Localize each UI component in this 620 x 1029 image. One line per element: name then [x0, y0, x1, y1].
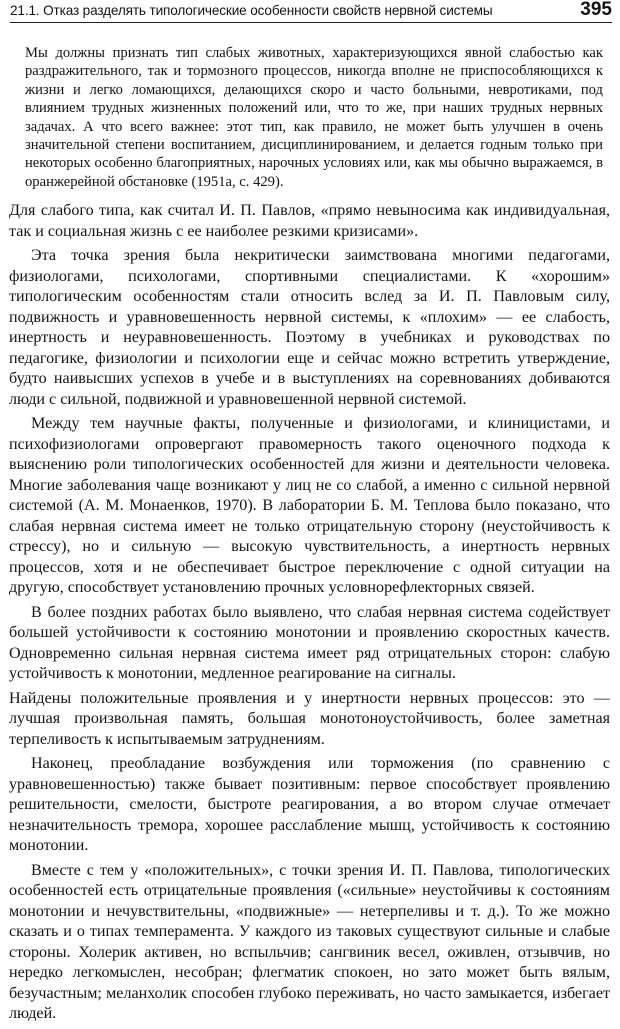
- paragraph-excitation-inhibition: Наконец, преобладание возбуждения или торможения (по сравнению с уравновешенностью) также бывает позитивным: первое способствует проявлению решительности, смелости, быстроте реагирования, а во втором случае отмечает незначительность тремора, хорошее расслабление мышц, устойчивость к состоянию монотонии.: [9, 755, 610, 854]
- running-header: [10, 0, 612, 23]
- paragraph-scientific-facts: Между тем научные факты, полученные и физиологами, и клиницистами, и психофизиологами опровергают правомерность такого оценочного подхода к выяснению роли типологических особенностей для жизни и деятельности человека. Многие заболевания чаще возникают у лиц не со слабой, а именно с сильной нервной системой (А. М. Монаенков, 1970). В лаборатории Б. М. Теплова было показано, что слабая нервная система имеет не только отрицательную сторону (неустойчивость к стрессу), но и сильную — высокую чувствительность, а инертность нервных процессов, хотя и не обеспечивает быстрое переключение с одной ситуации на другую, способствует установлению прочных условнорефлекторных связей.: [9, 415, 610, 596]
- chapter-section-title: 21.1. Отказ разделять типологические особенности свойств нервной системы: [10, 3, 493, 18]
- paragraph-later-works: В более поздних работах было выявлено, что слабая нервная система содействует большей устойчивости к состоянию монотонии и проявлению скоростных качеств. Одновременно сильная нервная система имеет ряд отрицательных сторон: слабую устойчивость к монотонии, медленное реагирование на сигналы.: [9, 603, 610, 682]
- paragraph-uncritical-adoption: Эта точка зрения была некритически заимствована многими педагогами, физиологами, психологами, спортивными специалистами. К «хорошим» типологическим особенностям стали относить вслед за И. П. Павловым силу, подвижность и уравновешенность нервной системы, к «плохим» — ее слабость, инертность и неуравновешенность. Поэтому в учебниках и руководствах по педагогике, физиологии и психологии еще и сейчас можно встретить утверждение, будто наивысших успехов в учебе и в выступлениях на соревнованиях добиваются люди с сильной, подвижной и уравновешенной нервной системой.: [9, 247, 610, 408]
- pavlov-quote: Мы должны признать тип слабых животных, характеризующихся явной слабостью как раздражительного, так и тормозного процессов, никогда вполне не приспособляющихся к жизни и легко ломающихся, делающихся скоро и часто больными, невротиками, под влиянием трудных жизненных положений или, что то же, при наших трудных нервных задачах. А что всего важнее: этот тип, как правило, не может быть улучшен в очень значительной степени воспитанием, дисциплинированием, и делается годным только при некоторых особенно благоприятных, нарочных условиях или, как мы обычно выражаемся, в оранжерейной обстановке (1951а, с. 429).: [25, 45, 603, 190]
- page-number: 395: [580, 0, 612, 20]
- paragraph-weak-type: Для слабого типа, как считал И. П. Павлов, «прямо невыносима как индивидуальная, так и социальная жизнь с ее наиболее резкими кризисами».: [9, 202, 610, 240]
- paragraph-inertness-positive: Найдены положительные проявления и у инертности нервных процессов: это — лучшая произвольная память, большая монотоноустойчивость, более заметная терпеливость к испытываемым затруднениям.: [9, 689, 610, 748]
- body-text: [9, 201, 610, 1029]
- paragraph-temperament: Вместе с тем у «положительных», с точки зрения И. П. Павлова, типологических особенностей есть отрицательные проявления («сильные» неустойчивы к состояниям монотонии и нечувствительны, «подвижные» — нетерпеливы и т. д.). То же можно сказать и о типах темперамента. У каждого из таковых существуют сильные и слабые стороны. Холерик активен, но вспыльчив; сангвиник весел, оживлен, отзывчив, но нередко легкомыслен, несобран; флегматик спокоен, но зато может быть вялым, безучастным; меланхолик способен глубоко переживать, но часто замыкается, избегает людей.: [9, 861, 610, 1022]
